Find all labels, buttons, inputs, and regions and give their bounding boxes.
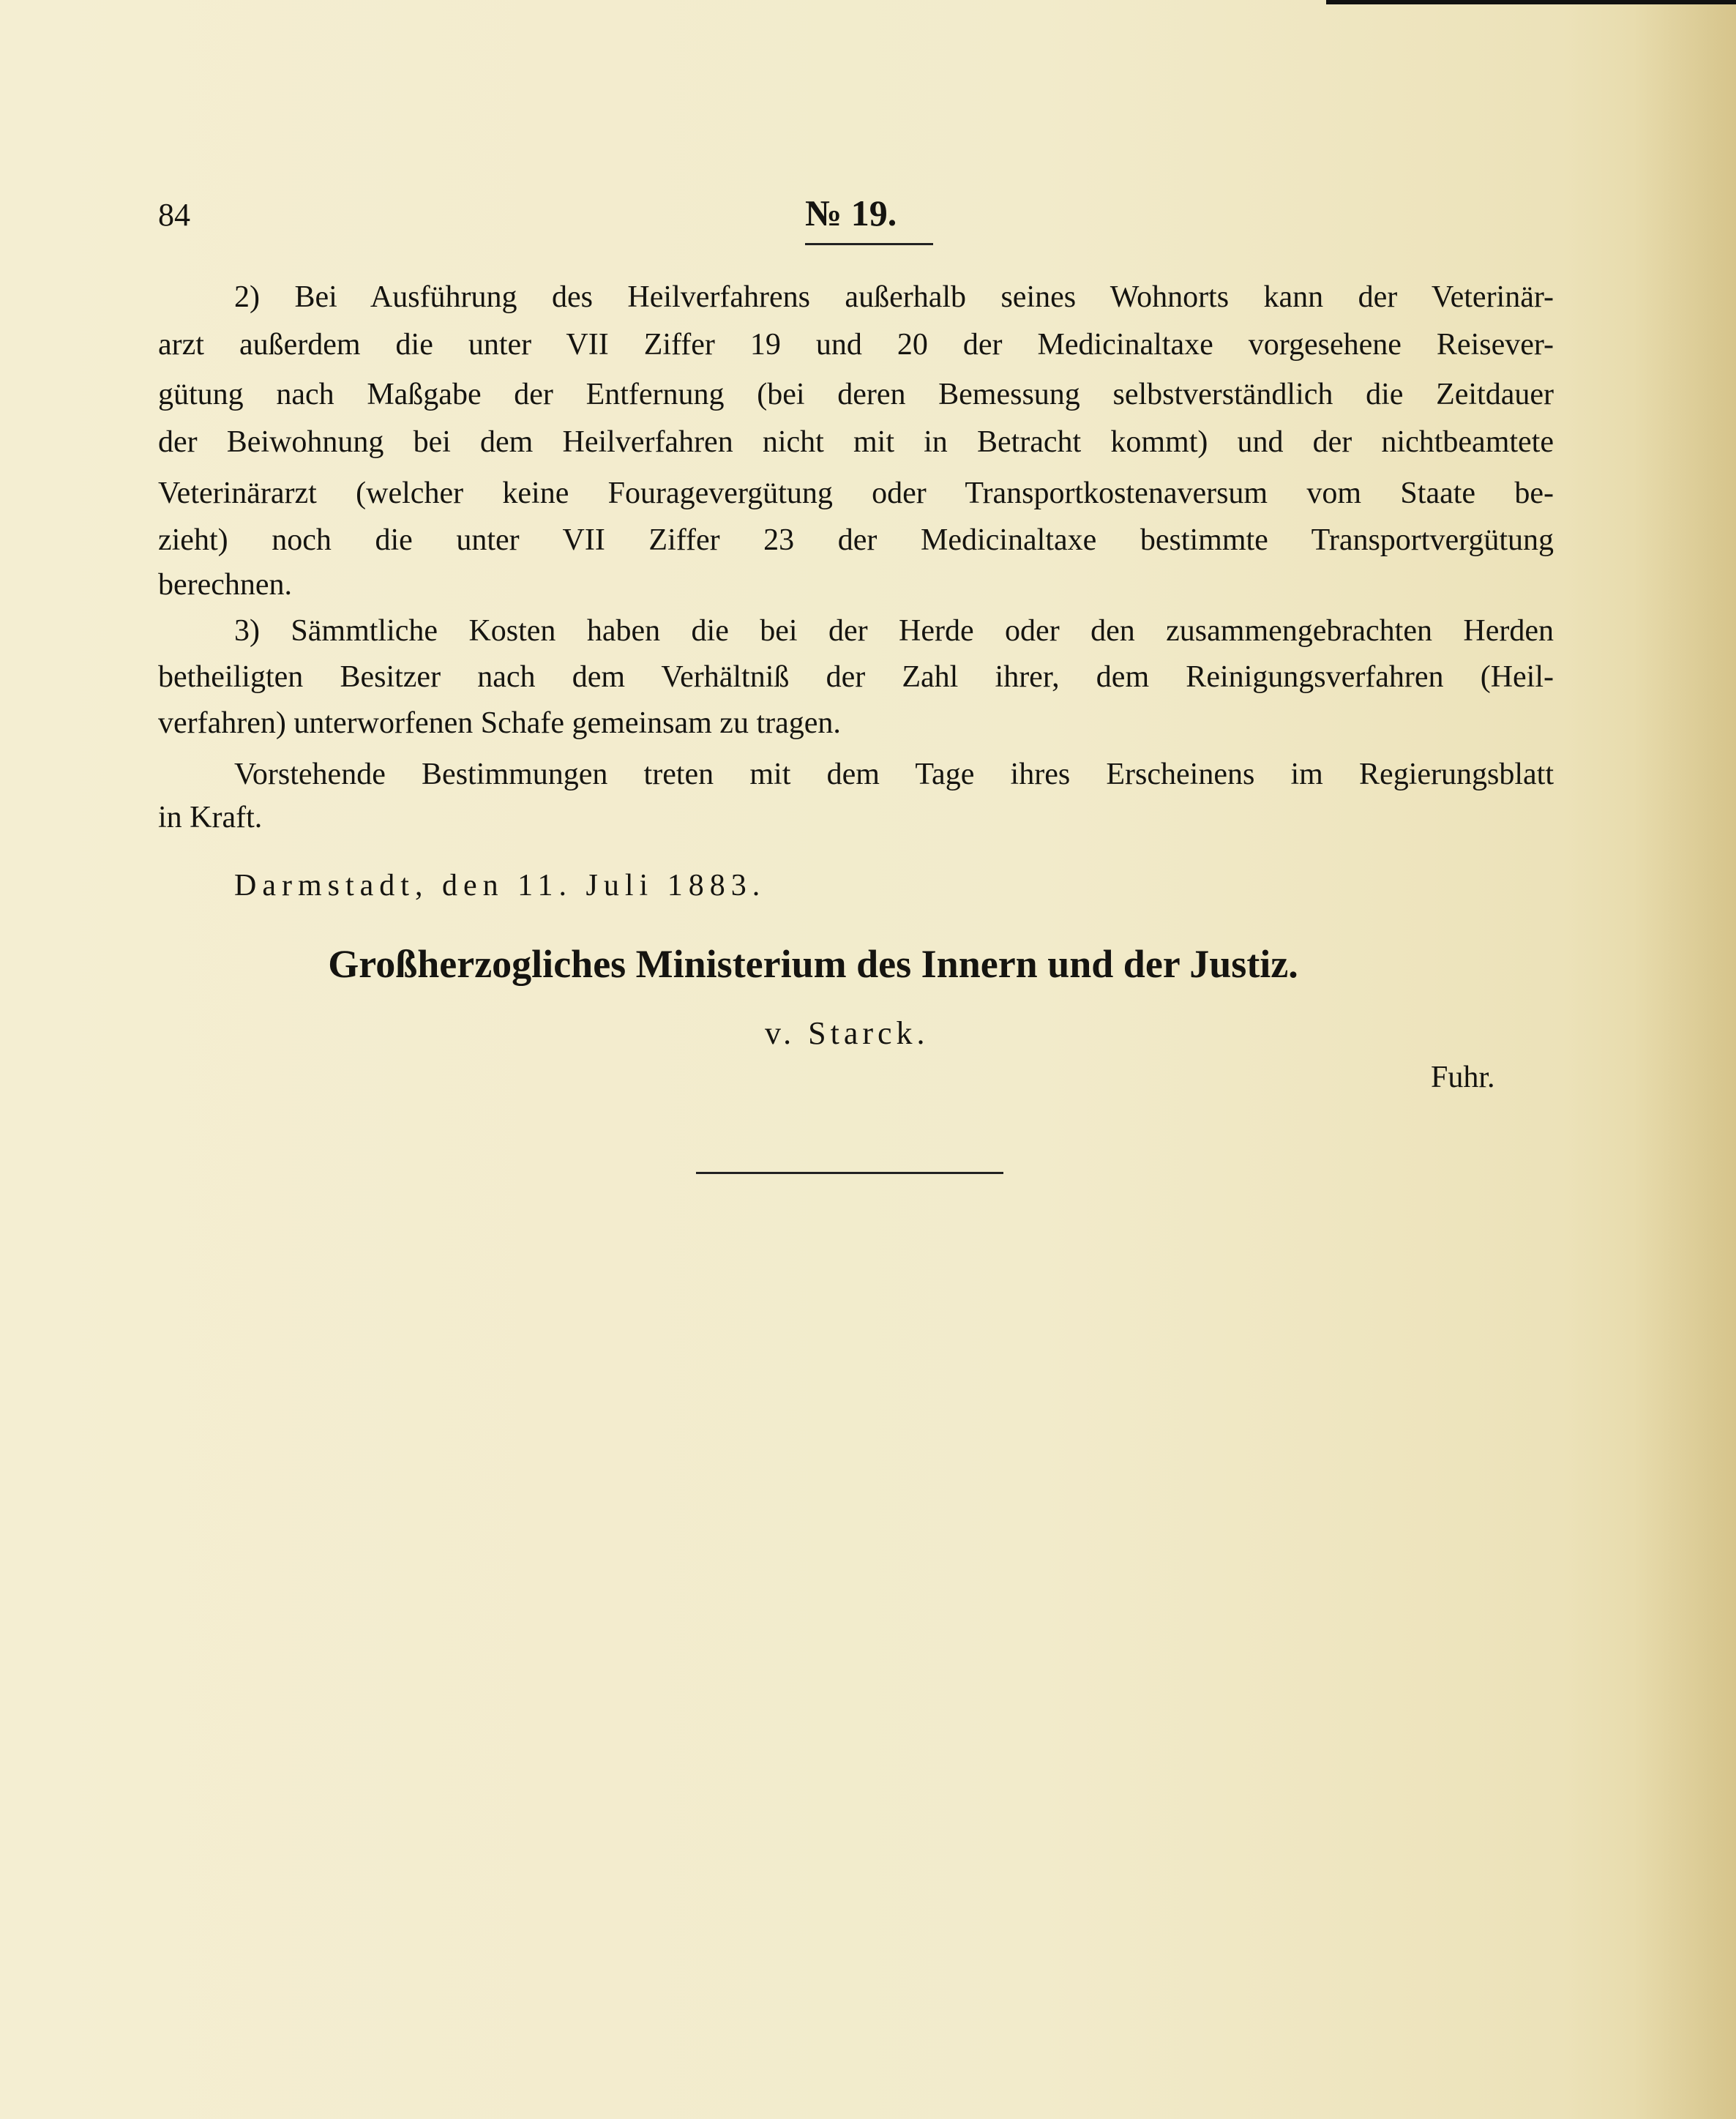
date-line: Darmstadt, den 11. Juli 1883. — [234, 869, 766, 902]
ministry-name: Großherzogliches Ministerium des Innern und der Justiz. — [328, 942, 1298, 986]
end-rule — [696, 1172, 1003, 1174]
body-line: 2) Bei Ausführung des Heilverfahrens außerhalb seines Wohnorts kann der Veterinär- — [234, 280, 1554, 314]
body-line: arzt außerdem die unter VII Ziffer 19 und 20 der Medicinaltaxe vorgesehene Reisever- — [158, 328, 1554, 362]
body-line: zieht) noch die unter VII Ziffer 23 der Medicinaltaxe bestimmte Transportvergütung — [158, 523, 1554, 557]
header-rule — [805, 243, 933, 245]
body-line: 3) Sämmtliche Kosten haben die bei der Herde oder den zusammengebrachten Herden — [234, 614, 1554, 648]
body-line: in Kraft. — [158, 801, 263, 834]
body-line: der Beiwohnung bei dem Heilverfahren nicht mit in Betracht kommt) und der nichtbeamtete — [158, 425, 1554, 459]
body-line: Veterinärarzt (welcher keine Fouragevergütung oder Transportkostenaversum vom Staate be- — [158, 477, 1554, 510]
body-line: verfahren) unterworfenen Schafe gemeinsam zu tragen. — [158, 706, 841, 740]
signer-name: v. Starck. — [765, 1015, 929, 1051]
body-line: Vorstehende Bestimmungen treten mit dem Tage ihres Erscheinens im Regierungsblatt — [234, 758, 1554, 791]
body-line: berechnen. — [158, 568, 293, 602]
page-edge-shadow — [1634, 0, 1736, 2119]
scan-border — [1326, 0, 1736, 4]
issue-number: № 19. — [805, 193, 897, 233]
page-number: 84 — [158, 197, 190, 233]
body-line: betheiligten Besitzer nach dem Verhältniß der Zahl ihrer, dem Reinigungsverfahren (Heil- — [158, 660, 1554, 694]
clerk-name: Fuhr. — [1431, 1061, 1495, 1094]
body-line: gütung nach Maßgabe der Entfernung (bei deren Bemessung selbstverständlich die Zeitdauer — [158, 378, 1554, 411]
